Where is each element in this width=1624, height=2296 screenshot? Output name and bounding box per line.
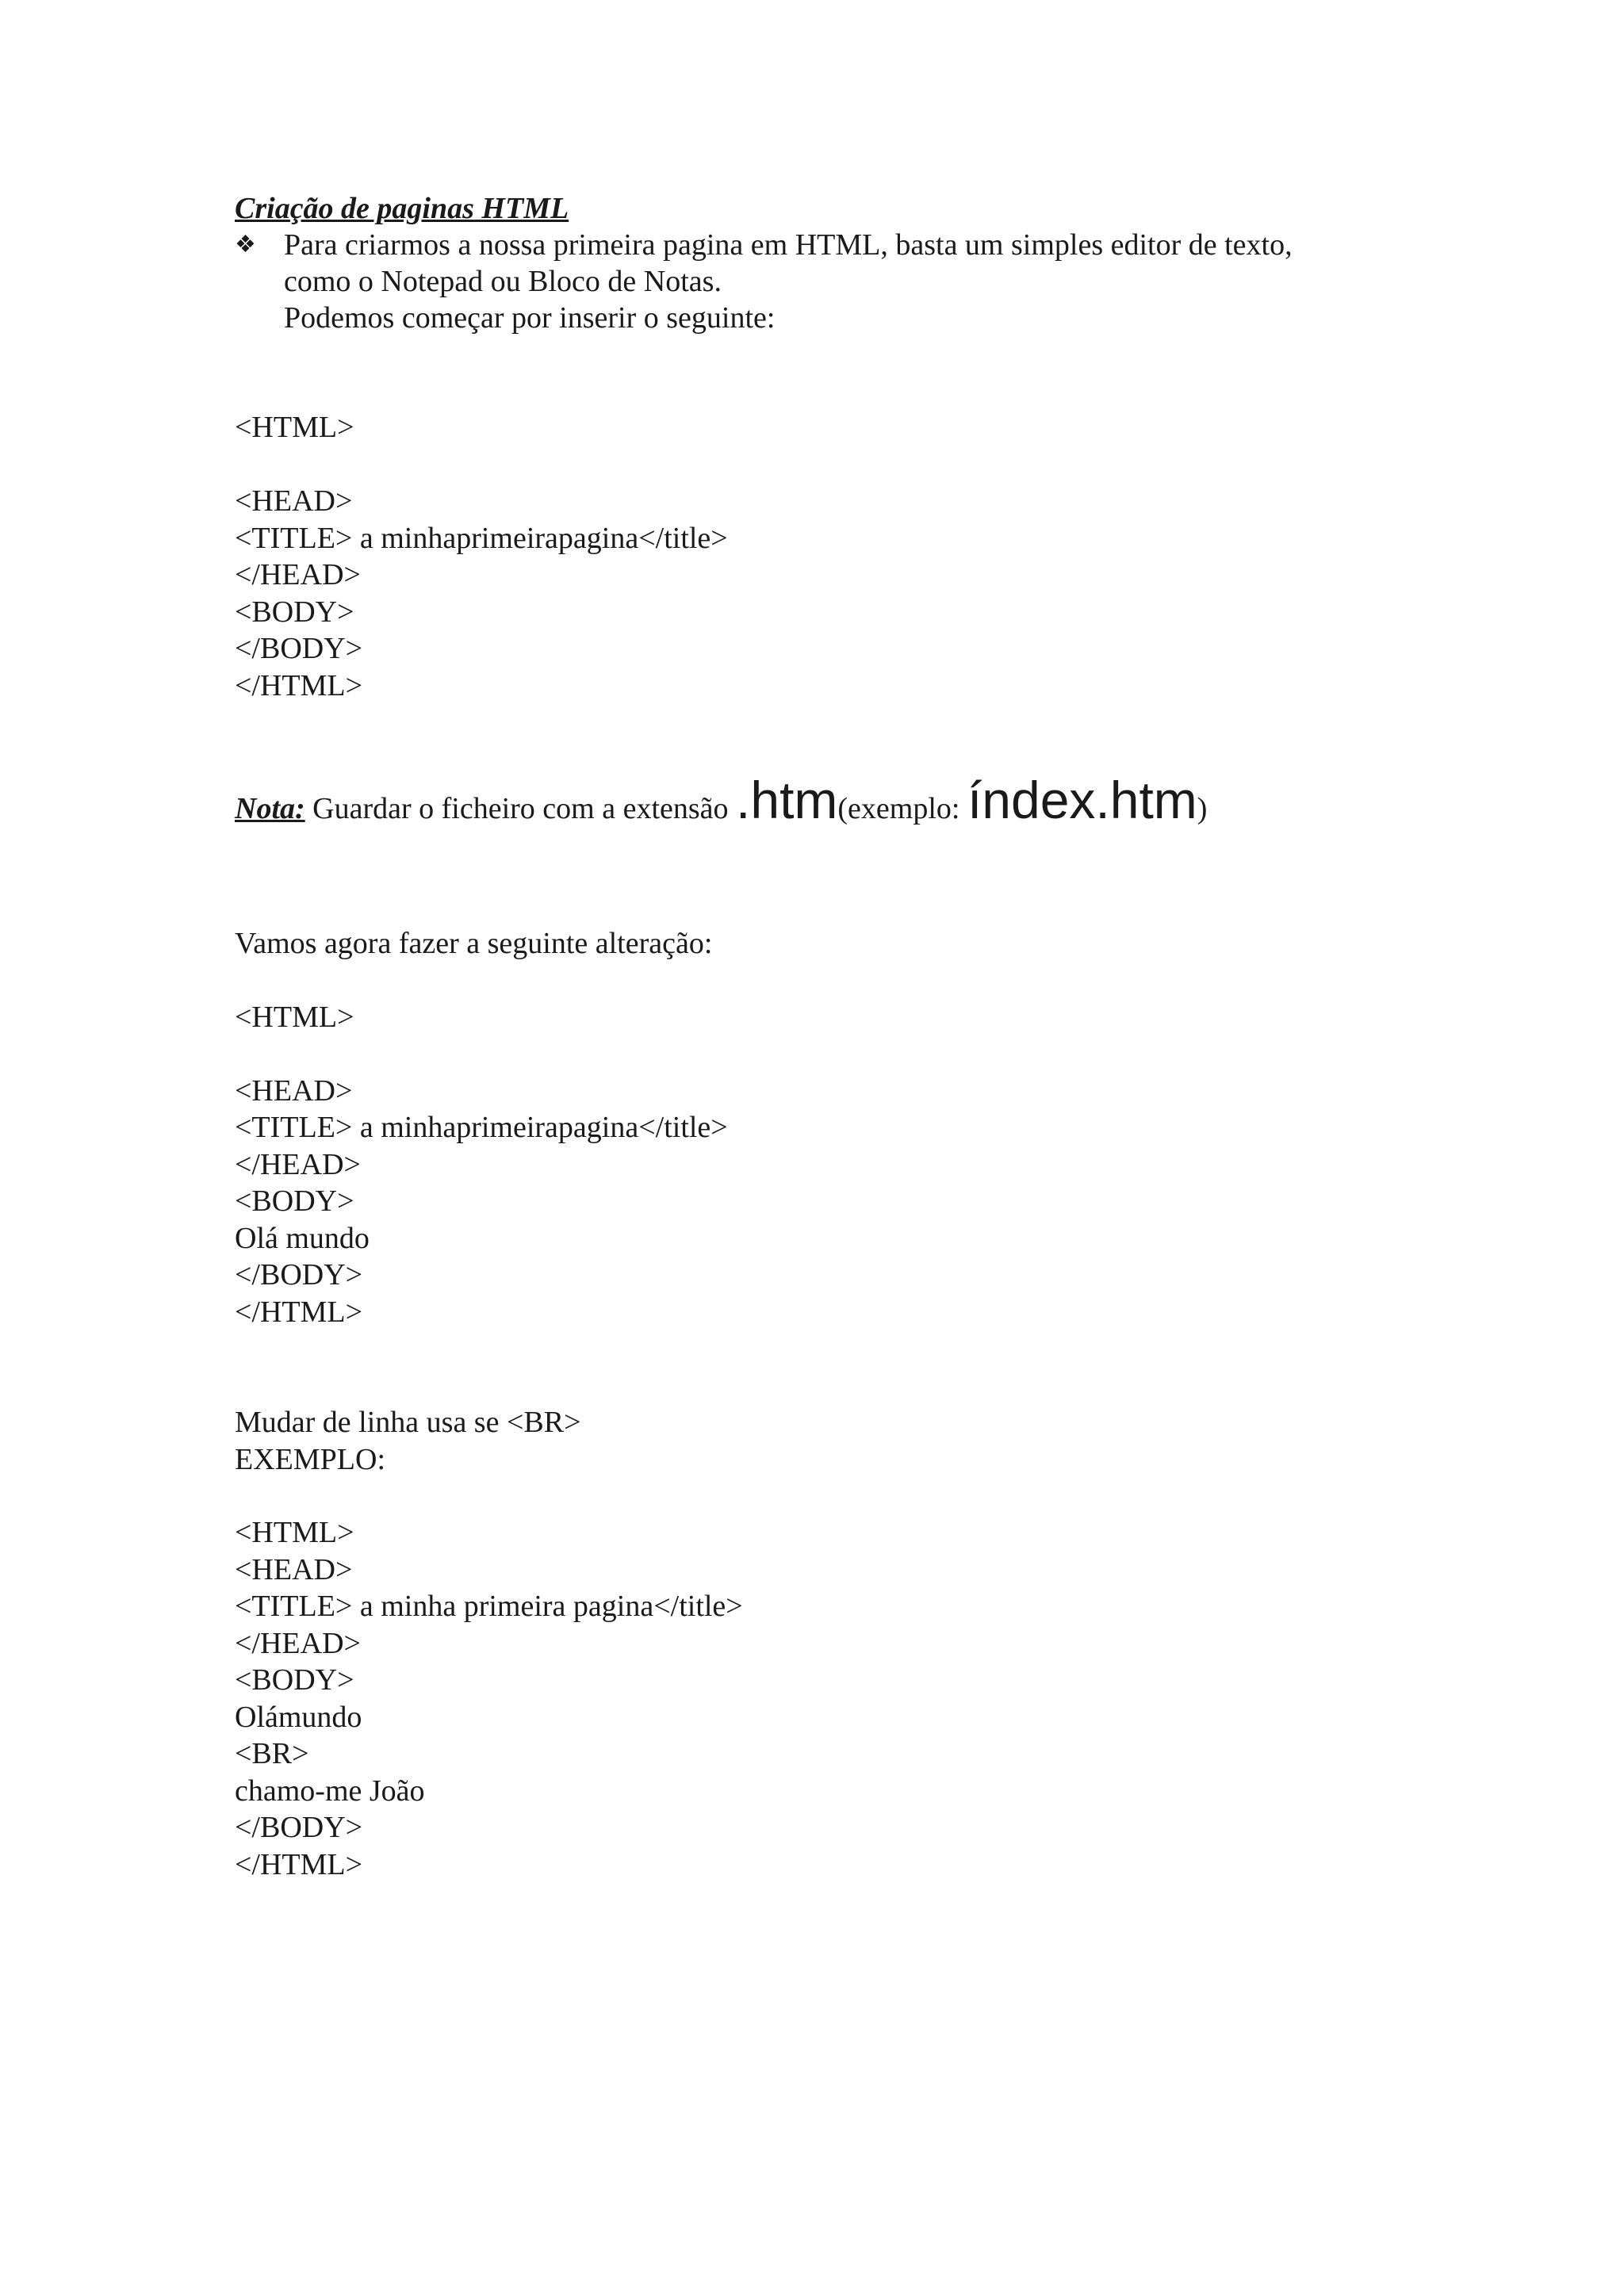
nota-label: Nota: (235, 792, 305, 825)
nota-note (235, 772, 1408, 836)
bullet-line-2: como o Notepad ou Bloco de Notas. (284, 265, 722, 298)
code-line: <HEAD> (235, 484, 353, 518)
code-line: </HTML> (235, 1295, 363, 1329)
intro-change-text: Vamos agora fazer a seguinte alteração: (235, 927, 713, 960)
code-line: </HTML> (235, 668, 363, 702)
exemplo-label: EXEMPLO: (235, 1442, 385, 1476)
code-line: <TITLE> a minhaprimeirapagina</title> (235, 521, 728, 555)
code-line: chamo-me João (235, 1774, 425, 1808)
nota-example-suffix: ) (1197, 792, 1208, 825)
bullet-line-3: Podemos começar por inserir o seguinte: (284, 301, 776, 335)
code-line: <BR> (235, 1737, 309, 1770)
code-line: <TITLE> a minha primeira pagina</title> (235, 1590, 743, 1623)
code-line: </BODY> (235, 632, 363, 665)
four-diamond-bullet-icon: ❖ (235, 232, 256, 258)
code-line: </HTML> (235, 1847, 363, 1881)
code-line: <HTML> (235, 1516, 354, 1549)
code-line: <TITLE> a minhaprimeirapagina</title> (235, 1111, 728, 1144)
code-line: <BODY> (235, 595, 354, 629)
code-block-2 (235, 999, 1408, 1331)
code-line: <BODY> (235, 1184, 354, 1218)
code-line (235, 446, 1408, 484)
page-heading: Criação de paginas HTML (235, 192, 569, 225)
code-line: <BODY> (235, 1663, 354, 1697)
nota-example-file: índex.htm (967, 771, 1197, 829)
nota-extension: .htm (736, 771, 838, 829)
code-line: <HTML> (235, 411, 354, 444)
code-line: <HEAD> (235, 1552, 353, 1586)
bullet-paragraph (235, 227, 1408, 336)
br-section (235, 1404, 1408, 1478)
br-intro-text: Mudar de linha usa se <BR> (235, 1406, 581, 1439)
code-line: </HEAD> (235, 1626, 361, 1660)
code-line: <HEAD> (235, 1073, 353, 1108)
code-line: <HTML> (235, 1000, 354, 1034)
code-line: Olá mundo (235, 1221, 370, 1255)
code-line: </BODY> (235, 1811, 363, 1844)
nota-text: Guardar o ficheiro com a extensão (304, 792, 737, 825)
bullet-line-1: Para criarmos a nossa primeira pagina em HTML, basta um simples editor de texto, (284, 228, 1293, 262)
code-line (235, 1035, 1408, 1073)
code-line: Olámundo (235, 1700, 362, 1734)
bullet-text (284, 227, 1293, 336)
code-block-1 (235, 409, 1408, 704)
code-line: </HEAD> (235, 1147, 361, 1181)
code-line: </BODY> (235, 1258, 363, 1292)
code-line: </HEAD> (235, 558, 361, 591)
document-content (235, 190, 1408, 1883)
code-block-3 (235, 1514, 1408, 1883)
nota-example-prefix: (exemplo: (837, 792, 967, 825)
